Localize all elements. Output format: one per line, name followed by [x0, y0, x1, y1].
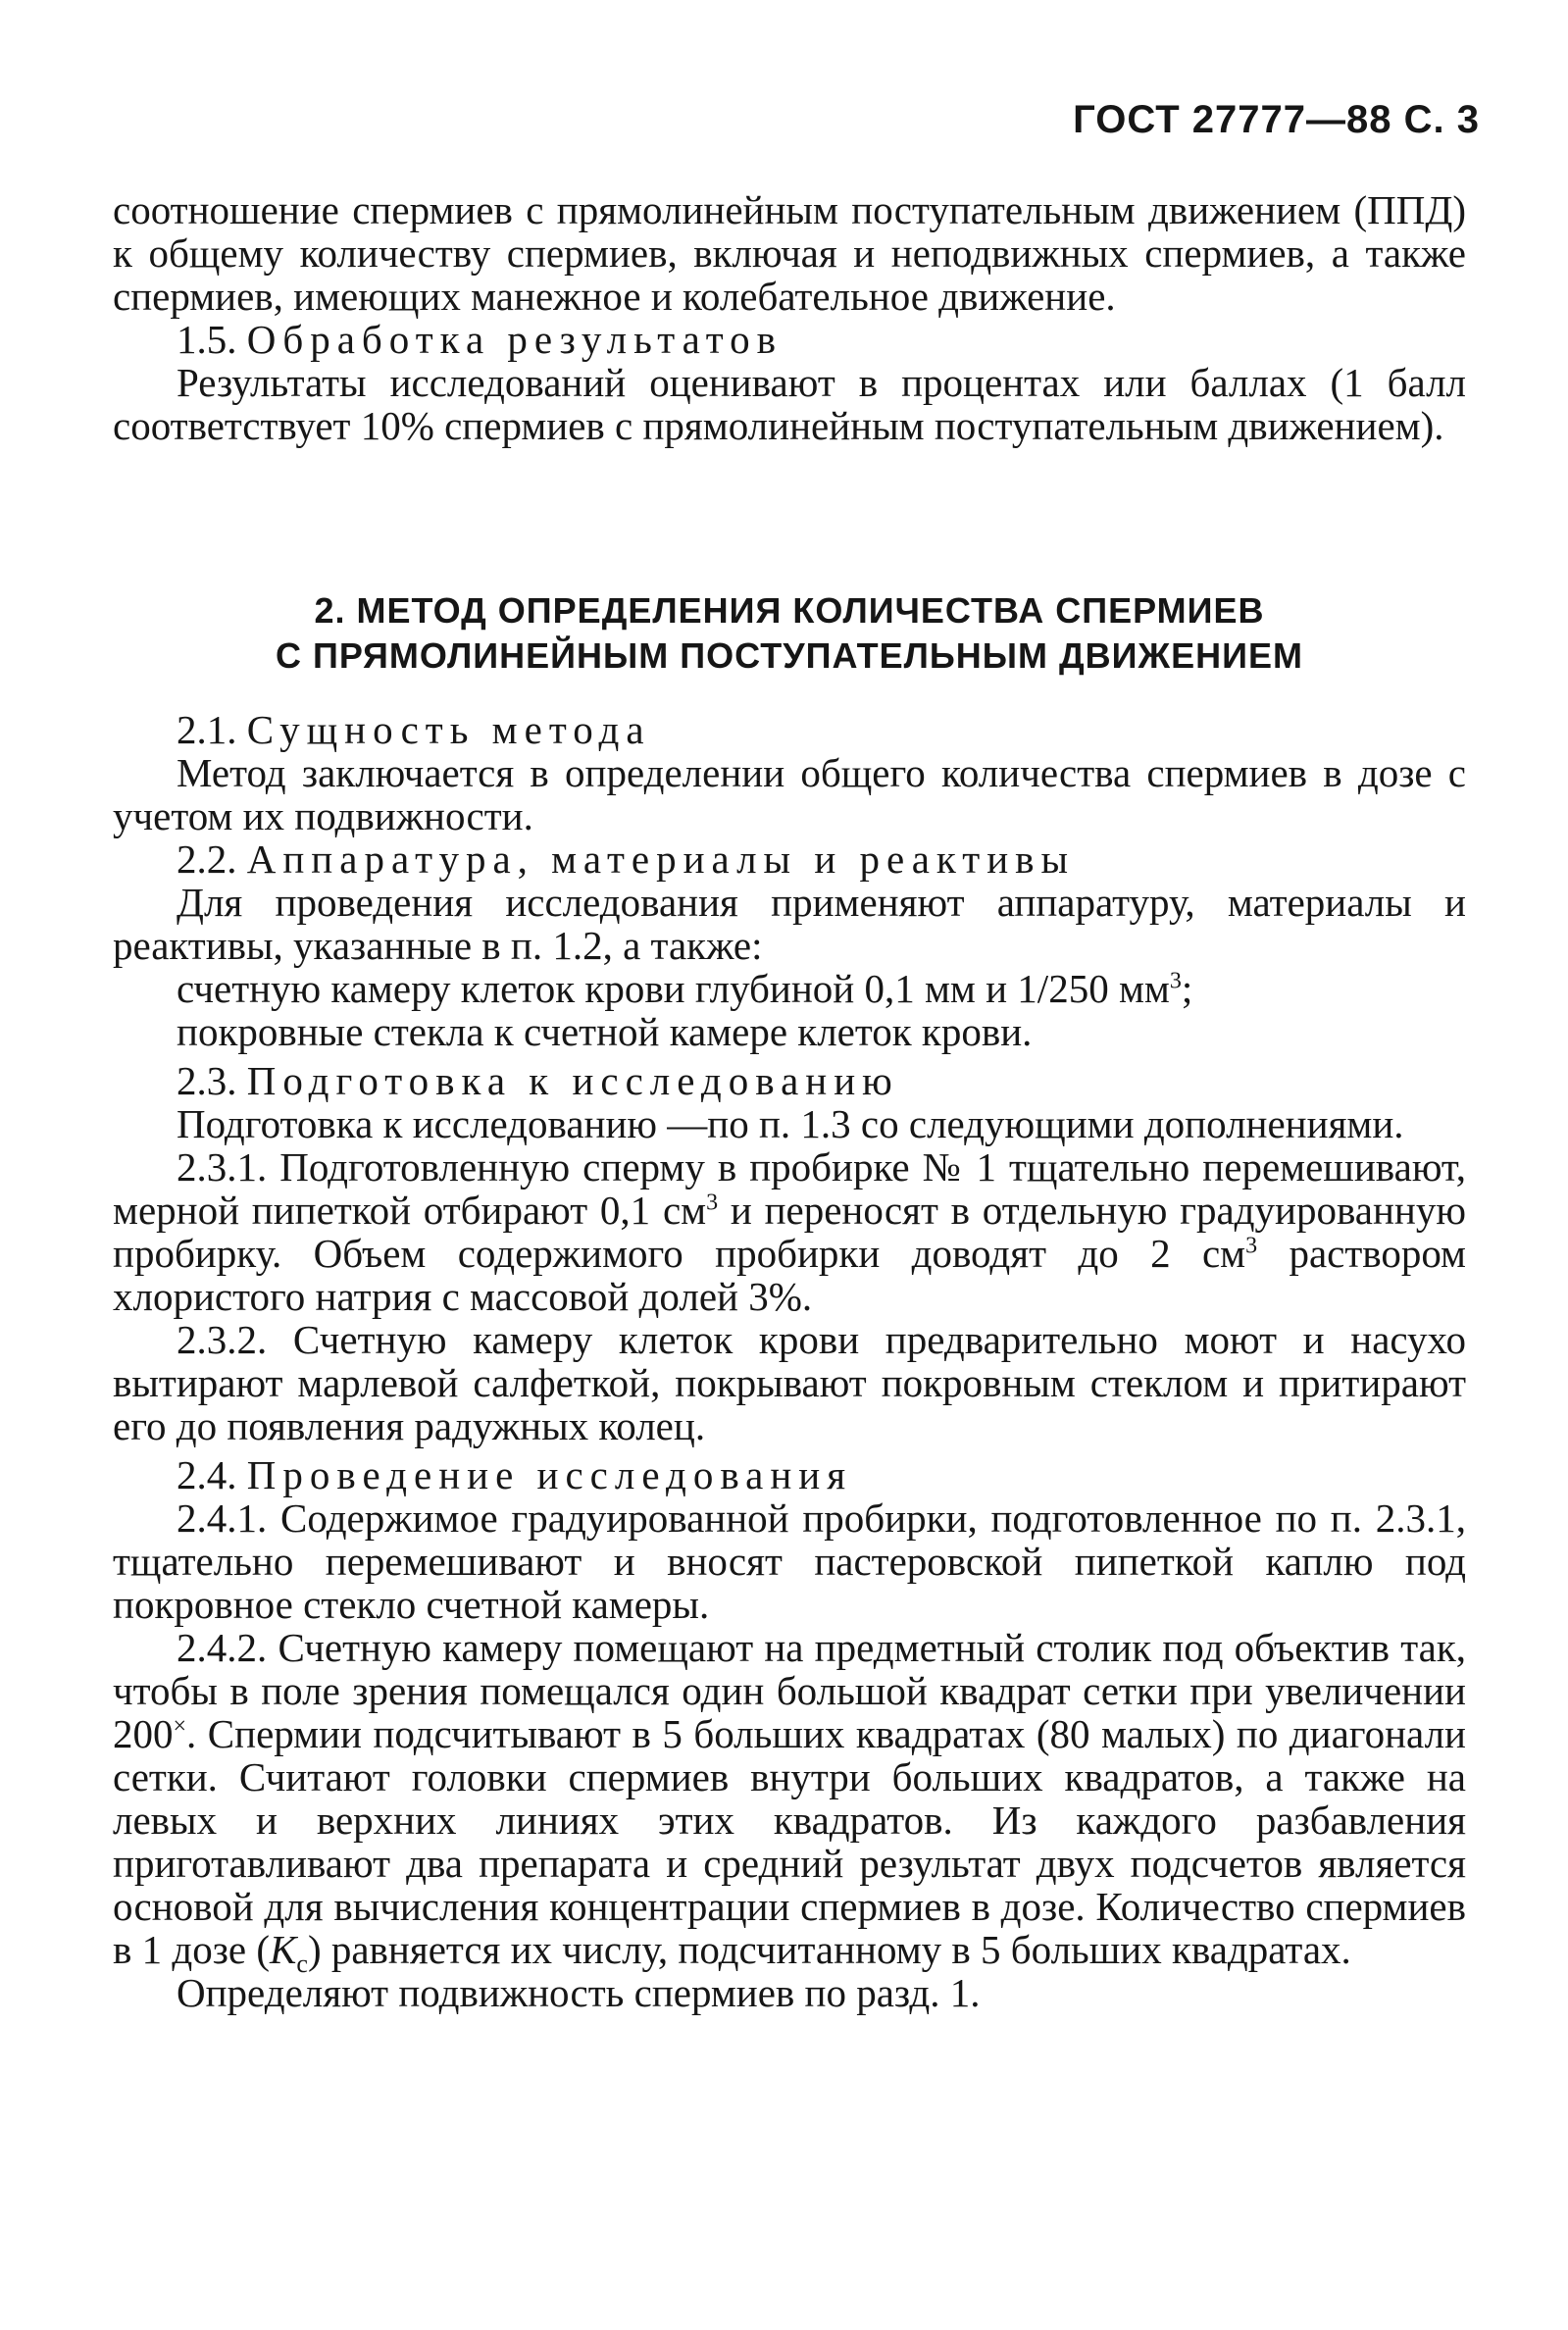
s2-2-item-1-sup: 3	[1169, 968, 1182, 994]
body-text-main	[113, 708, 1466, 2014]
s2-3-text: Подготовка к исследованию —по п. 1.3 со следующими дополнениями.	[177, 1101, 1404, 1146]
s2-3-1-sup-2: 3	[1245, 1233, 1258, 1259]
s2-2-item-1	[113, 967, 1466, 1010]
s2-2-number: 2.2.	[177, 836, 237, 882]
s2-2-item-1-text: счетную камеру клеток крови глубиной 0,1 мм и 1/250 мм	[177, 966, 1170, 1011]
s2-4-title: Проведение исследования	[246, 1452, 853, 1497]
s2-4-2-part-c: ) равняется их числу, подсчитанному в 5 больших квадратах.	[307, 1927, 1351, 1972]
s2-2-item-2: покровные стекла к счетной камере клеток крови.	[177, 1009, 1033, 1054]
s2-4-2-magnification-sup: ×	[173, 1713, 187, 1740]
s1-5-number: 1.5.	[177, 317, 237, 362]
s2-1-title: Сущность метода	[246, 707, 651, 752]
s2-2-text: Для проведения исследования применяют аппаратуру, материалы и реактивы, указанные в п. 1.2, а также:	[113, 880, 1466, 968]
s1-5-title: Обработка результатов	[246, 317, 784, 362]
s2-3-1-part-b: и переносят в отдельную градуированную пробирку. Объем содержимого пробирки доводят до 2 см	[113, 1188, 1466, 1276]
s2-4-2-k-symbol: K	[270, 1927, 297, 1972]
s2-3-title: Подготовка к исследованию	[246, 1058, 899, 1103]
s2-1-text: Метод заключается в определении общего количества спермиев в дозе с учетом их подвижности.	[113, 750, 1466, 838]
s2-4-2-part-b: . Спермии подсчитывают в 5 больших квадратах (80 малых) по диагонали сетки. Считают головки спермиев внутри больших квадратов, а также на левых и верхних линиях этих квадратов. Из каждого разбавления приготавливают два препарата и средний результат двух подсчетов является основой для вычисления концентрации спермиев в дозе. Количество спермиев в 1 дозе (	[113, 1711, 1466, 1972]
s2-3-heading	[113, 1059, 1466, 1102]
s2-3-2-paragraph: 2.3.2. Счетную камеру клеток крови предварительно моют и насухо вытирают марлевой салфеткой, покрывают покровным стеклом и притирают его до появления радужных колец.	[113, 1317, 1466, 1448]
s2-2-item-1-end: ;	[1181, 966, 1193, 1011]
s1-5-text: Результаты исследований оценивают в процентах или баллах (1 балл соответствует 10% спермиев с прямолинейным поступательным движением).	[113, 360, 1466, 448]
s2-3-1-sup-1: 3	[706, 1190, 719, 1216]
section-2-heading-line1: 2. МЕТОД ОПРЕДЕЛЕНИЯ КОЛИЧЕСТВА СПЕРМИЕВ	[314, 590, 1265, 631]
s2-4-heading	[113, 1453, 1466, 1496]
s2-1-heading	[113, 708, 1466, 751]
closing-paragraph: Определяют подвижность спермиев по разд. 1.	[177, 1970, 981, 2015]
s2-4-number: 2.4.	[177, 1452, 237, 1497]
s2-1-number: 2.1.	[177, 707, 237, 752]
s2-4-1-paragraph: 2.4.1. Содержимое градуированной пробирки, подготовленное по п. 2.3.1, тщательно перемешивают и вносят пастеровской пипеткой каплю под покровное стекло счетной камеры.	[113, 1495, 1466, 1627]
s2-4-2-k-subscript: с	[296, 1950, 308, 1979]
s2-3-number: 2.3.	[177, 1058, 237, 1103]
s2-4-2-part-a: 2.4.2. Счетную камеру помещают на предметный столик под объектив так, чтобы в поле зрения помещался один большой квадрат сетки при увеличении 200	[113, 1625, 1466, 1756]
s2-4-2-paragraph	[113, 1625, 1466, 1979]
s2-3-1-part-a: 2.3.1. Подготовленную сперму в пробирке № 1 тщательно перемешивают, мерной пипеткой отбирают 0,1 см	[113, 1144, 1466, 1233]
s2-3-1-part-c: раствором хлористого натрия с массовой долей 3%.	[113, 1231, 1467, 1319]
s1-5-heading	[113, 318, 1466, 361]
body-text-top	[113, 188, 1466, 447]
s2-2-title: Аппаратура, материалы и реактивы	[246, 836, 1076, 882]
intro-paragraph: соотношение спермиев с прямолинейным поступательным движением (ППД) к общему количеству спермиев, включая и неподвижных спермиев, а также спермиев, имеющих манежное и колебательное движение.	[113, 187, 1466, 319]
section-2-heading-line2: С ПРЯМОЛИНЕЙНЫМ ПОСТУПАТЕЛЬНЫМ ДВИЖЕНИЕМ	[276, 635, 1303, 676]
s2-2-heading	[113, 837, 1466, 881]
page-header: ГОСТ 27777—88 С. 3	[1073, 98, 1480, 141]
section-2-heading	[211, 588, 1368, 679]
s2-3-1-paragraph	[113, 1145, 1466, 1318]
